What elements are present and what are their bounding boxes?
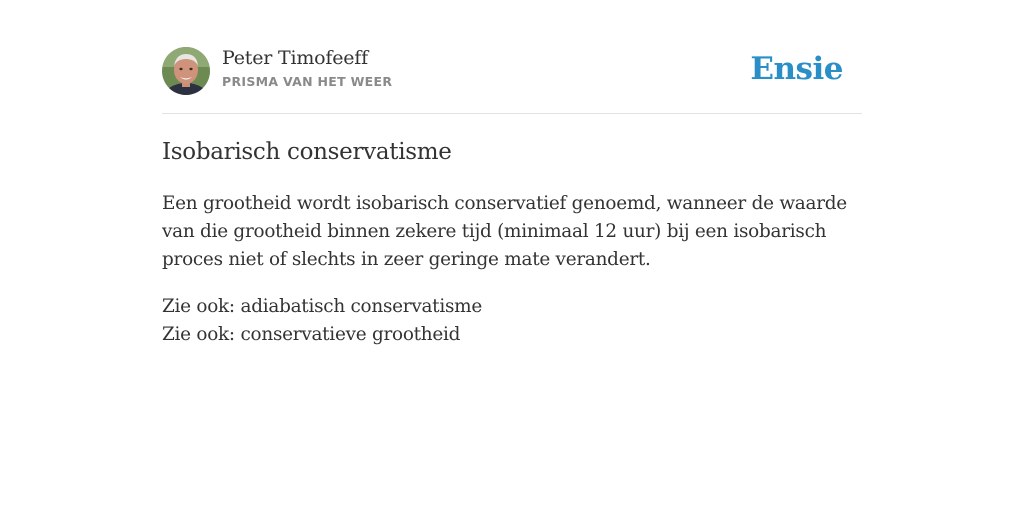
- see-also-item: [162, 321, 482, 349]
- entry-definition: Een grootheid wordt isobarisch conservatief genoemd, wanneer de waarde van die grootheid binnen zekere tijd (minimaal 12 uur) bij een isobarisch proces niet of slechts in zeer geringe mate verandert.: [162, 193, 847, 270]
- see-also-prefix: Zie ook:: [162, 296, 241, 317]
- page-container: [162, 0, 862, 345]
- see-also-link[interactable]: adiabatisch conservatisme: [240, 296, 482, 317]
- see-also-link[interactable]: conservatieve grootheid: [240, 324, 461, 345]
- source-name[interactable]: PRISMA VAN HET WEER: [222, 74, 393, 89]
- see-also-prefix: Zie ook:: [162, 324, 241, 345]
- brand-logo[interactable]: Ensie: [750, 51, 843, 87]
- author-block: [222, 46, 392, 90]
- person-portrait-icon: [162, 47, 210, 95]
- header: [162, 0, 862, 114]
- see-also-list: [162, 293, 482, 349]
- entry-title: Isobarisch conservatisme: [162, 139, 452, 165]
- see-also-item: [162, 293, 482, 321]
- author-name[interactable]: Peter Timofeeff: [222, 47, 368, 69]
- avatar[interactable]: [162, 47, 210, 95]
